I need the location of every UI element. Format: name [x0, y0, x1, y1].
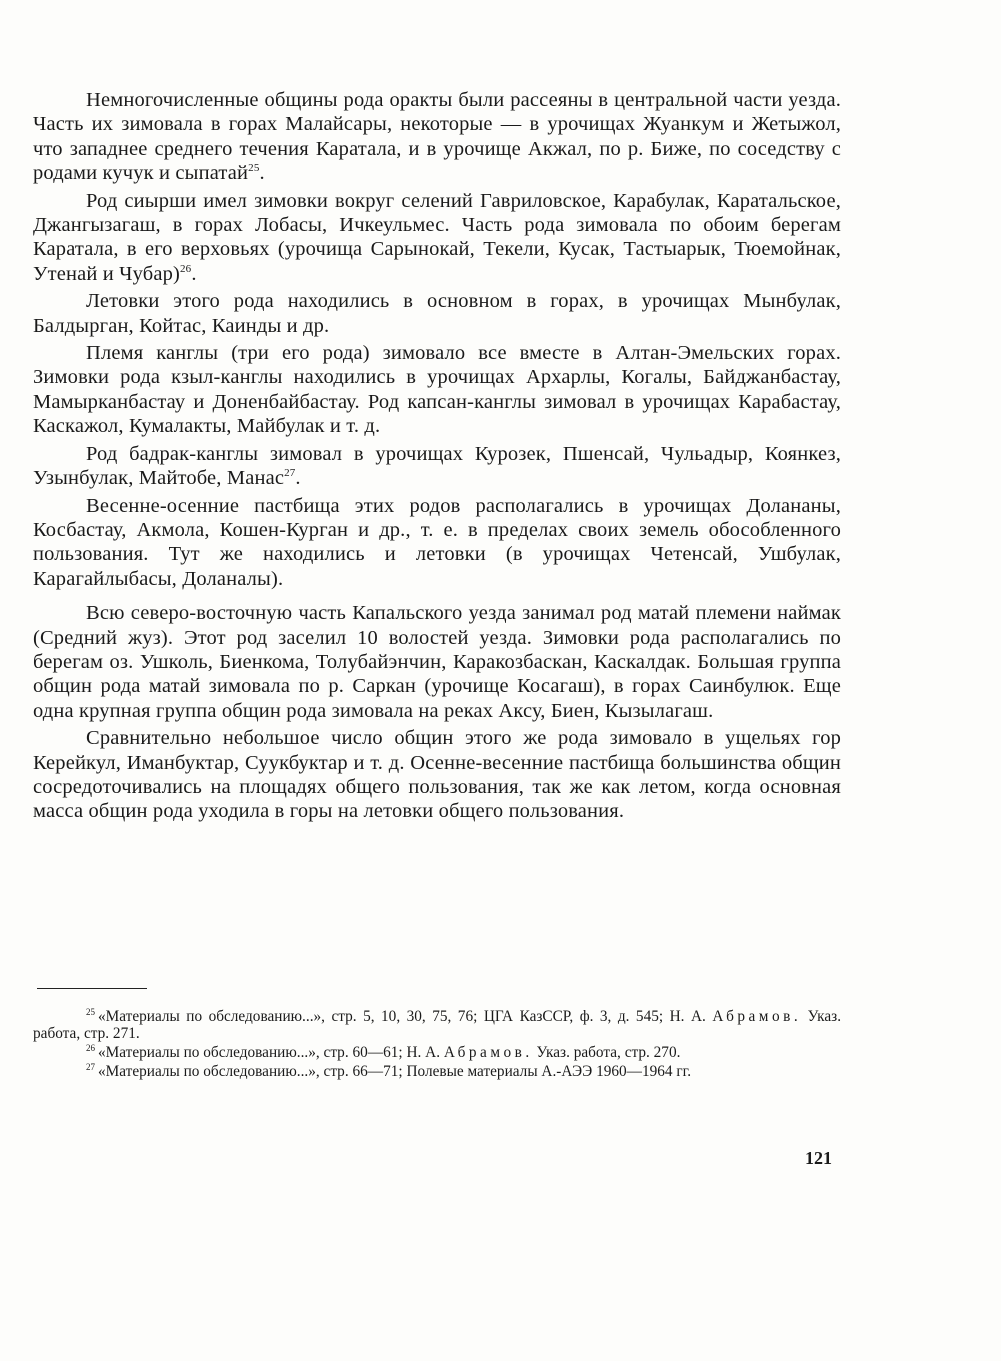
- footnote-text: «Материалы по обследованию...», стр. 60—61; Н. А.: [98, 1044, 441, 1061]
- paragraph-text: Весенне-осенние пастбища этих родов располагались в урочищах Долананы, Косбастау, Акмола, Кошен-Курган и др., т. е. в пределах своих земель обособленного пользования. Тут же находились и летовки (в урочищах Четенсай, Ушбулак, Карагайлыбасы, Доланалы).: [33, 494, 841, 590]
- footnote-ref: 27: [284, 467, 296, 480]
- footnote-divider: [37, 988, 147, 989]
- paragraph: [33, 289, 841, 338]
- footnote-number: 26: [86, 1042, 95, 1053]
- paragraph-text: Летовки этого рода находились в основном в горах, в урочищах Мынбулак, Балдырган, Койтас, Каинды и др.: [33, 290, 841, 337]
- footnote-text: «Материалы по обследованию...», стр. 5, 10, 30, 75, 76; ЦГА КазССР, ф. 3, д. 545; Н. А.: [98, 1008, 706, 1025]
- footnote-author: Абрамов.: [443, 1044, 533, 1061]
- paragraph: [33, 341, 841, 439]
- footnote-author: Абрамов.: [712, 1008, 802, 1025]
- footnote-number: 27: [86, 1061, 95, 1072]
- paragraph: [33, 726, 841, 824]
- paragraph: [33, 601, 841, 723]
- footnote: [33, 1008, 841, 1042]
- paragraph-text: Всю северо-восточную часть Капальского уезда занимал род матай племени наймак (Средний жуз). Этот род заселил 10 волостей уезда. Зимовки рода располагались по берегам оз. Ушколь, Биенкома, Толубайэнчин, Каракозбаскан, Каскалдак. Большая группа общин рода матай зимовала по р. Саркан (урочище Косагаш), в горах Саинбулюк. Еще одна крупная группа общин рода зимовала на реках Аксу, Биен, Кызылагаш.: [33, 602, 841, 722]
- paragraph-text: Род сиырши имел зимовки вокруг селений Гавриловское, Карабулак, Каратальское, Джангызагаш, в горах Лобасы, Ичкеульмес. Часть рода зимовала по обоим берегам Каратала, в его верховьях (урочища Сарынокай, Текели, Кусак, Тастыарык, Тюемойнак, Утенай и Чубар): [33, 189, 841, 285]
- paragraph-text: Сравнительно небольшое число общин этого же рода зимовало в ущельях гор Керейкул, Иманбуктар, Суукбуктар и т. д. Осенне-весенние пастбища большинства общин сосредоточивались на площадях общего пользования, так же как летом, когда основная масса общин рода уходила в горы на летовки общего пользования.: [33, 727, 841, 823]
- page-number: 121: [805, 1148, 832, 1168]
- footnote-text: Указ. работа, стр. 271.: [33, 1008, 842, 1042]
- footnote-text: «Материалы по обследованию...», стр. 66—71; Полевые материалы А.-АЭЭ 1960—1964 гг.: [98, 1063, 692, 1080]
- paragraph: Немногочисленные общины рода оракты были рассеяны в центральной части уезда. Часть их зимовала в горах Малайсары, некоторые — в урочищах Жуанкум и Жетыжол, что западнее среднего течения Каратала, и в урочище Акжал, по р. Биже, по соседству с родами кучук и сыпатай$^{25}$.: [33, 89, 841, 185]
- footnote-number: 25: [86, 1006, 95, 1017]
- footnote: [33, 1044, 841, 1061]
- paragraph: [33, 494, 841, 592]
- paragraph: Род бадрак-канглы зимовал в урочищах Курозек, Пшенсай, Чульадыр, Коянкез, Узынбулак, Майтобе, Манас$^{27}$.: [33, 442, 841, 490]
- footnote-ref: 26: [180, 263, 192, 276]
- paragraph-text: Немногочисленные общины рода оракты были рассеяны в центральной части уезда. Часть их зимовала в горах Малайсары, некоторые — в урочищах Жуанкум и Жетыжол, что западнее среднего течения Каратала, и в урочище Акжал, по р. Биже, по соседству с родами кучук и сыпатай: [33, 89, 841, 185]
- paragraph-text: Племя канглы (три его рода) зимовало все вместе в Алтан-Эмельских горах. Зимовки рода кзыл-канглы находились в урочищах Архарлы, Когалы, Байджанбастау, Мамырканбастау и Доненбайбастау. Род капсан-канглы зимовал в урочищах Карабастау, Каскажол, Кумалакты, Майбулак и т. д.: [33, 342, 841, 438]
- paragraph: Род сиырши имел зимовки вокруг селений Гавриловское, Карабулак, Каратальское, Джангызагаш, в горах Лобасы, Ичкеульмес. Часть рода зимовала по обоим берегам Каратала, в его верховьях (урочища Сарынокай, Текели, Кусак, Тастыарык, Тюемойнак, Утенай и Чубар)$^{26}$.: [33, 189, 841, 285]
- main-text: [33, 88, 841, 827]
- footnote-text: Указ. работа, стр. 270.: [536, 1044, 681, 1061]
- footnote-ref: 25: [248, 162, 260, 175]
- paragraph-text: Род бадрак-канглы зимовал в урочищах Курозек, Пшенсай, Чульадыр, Коянкез, Узынбулак, Майтобе, Манас: [33, 442, 841, 490]
- footnotes: [33, 1008, 841, 1082]
- footnote: [33, 1063, 841, 1080]
